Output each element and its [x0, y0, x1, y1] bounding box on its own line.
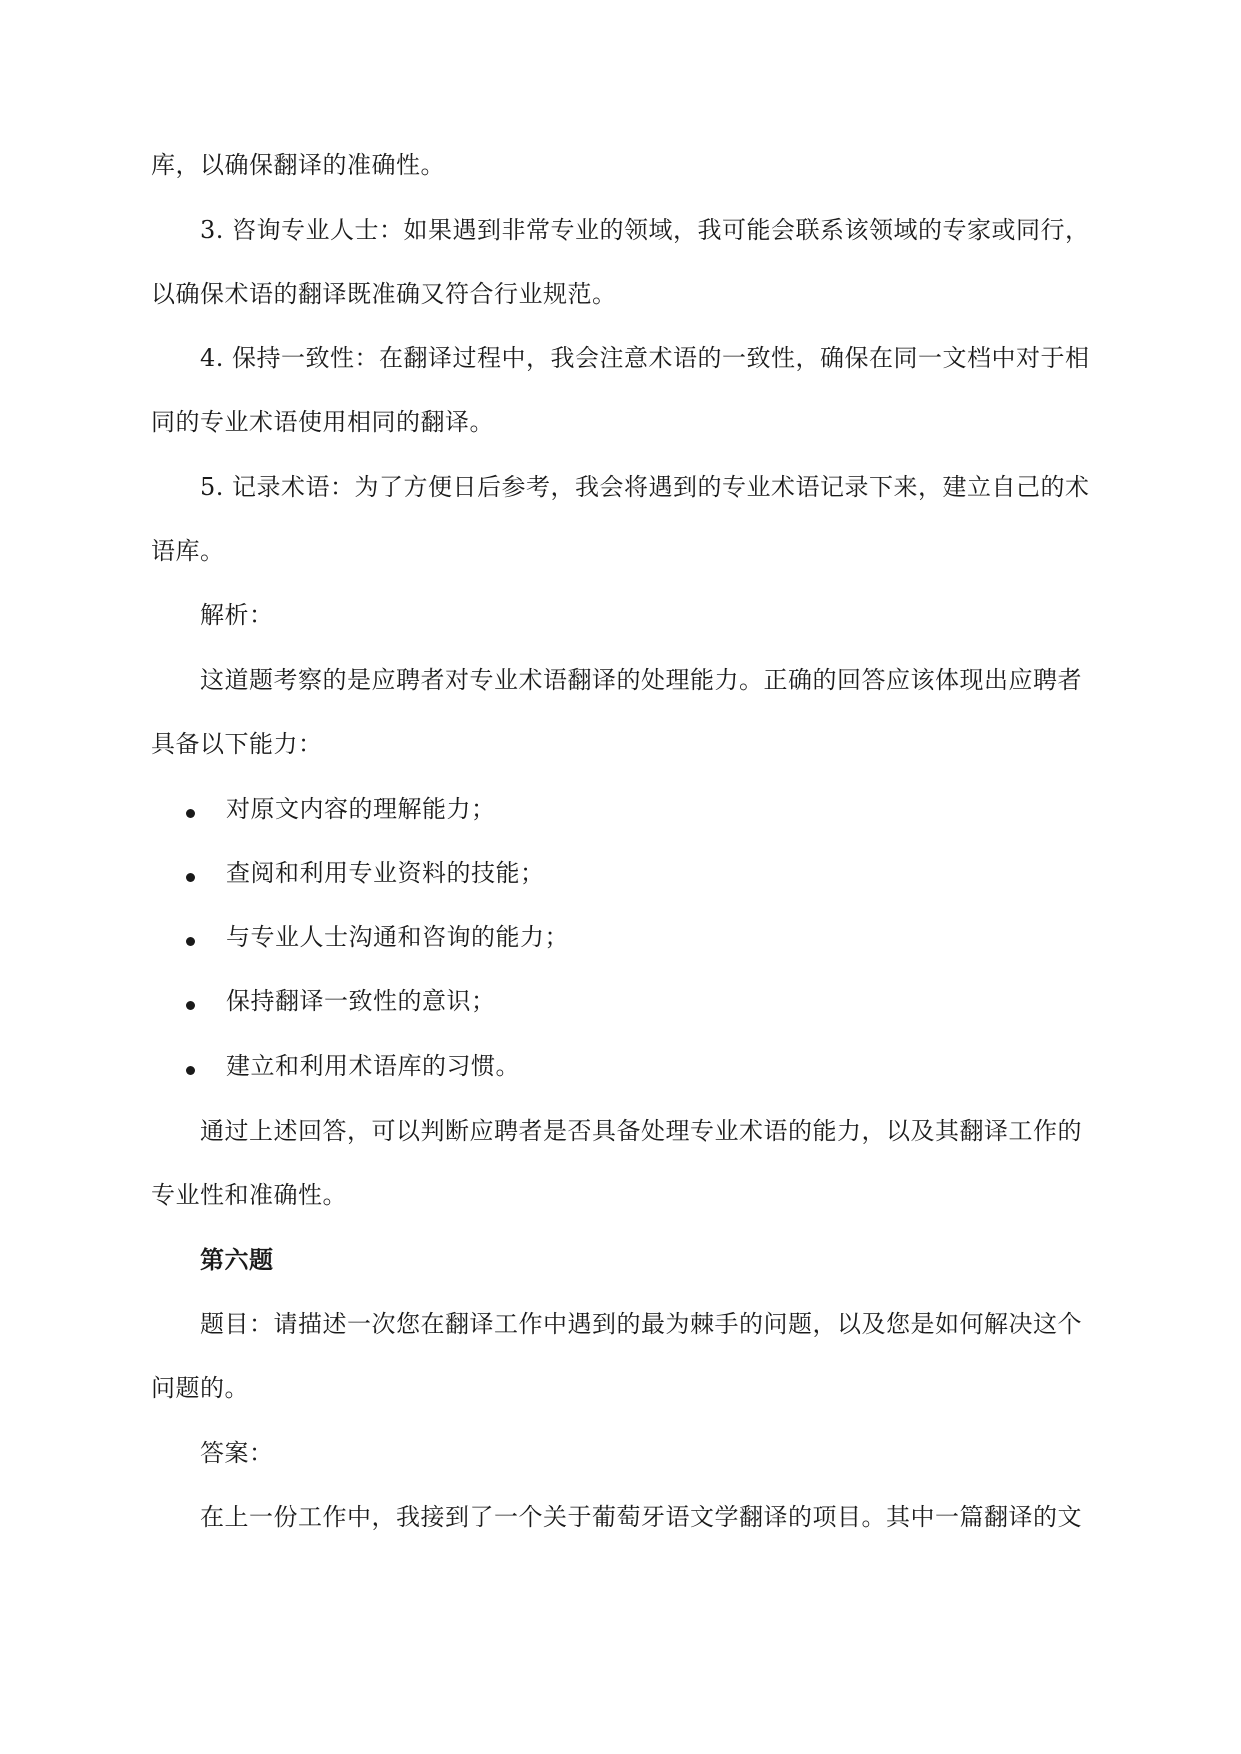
answer-label: 答案：	[200, 1439, 274, 1467]
text-line: 4. 保持一致性：在翻译过程中，我会注意术语的一致性，确保在同一文档中对于相	[200, 344, 1090, 372]
text-line: 3. 咨询专业人士：如果遇到非常专业的领域，我可能会联系该领域的专家或同行，	[200, 216, 1090, 244]
text-line: 通过上述回答，可以判断应聘者是否具备处理专业术语的能力，以及其翻译工作的	[200, 1117, 1082, 1145]
bullet-item: 建立和利用术语库的习惯。	[226, 1052, 520, 1080]
question-line: 题目：请描述一次您在翻译工作中遇到的最为棘手的问题，以及您是如何解决这个	[200, 1310, 1082, 1338]
bullet-dot	[186, 1001, 195, 1010]
text-line: 同的专业术语使用相同的翻译。	[151, 408, 494, 436]
text-line: 专业性和准确性。	[151, 1181, 347, 1209]
text-line: 库，以确保翻译的准确性。	[151, 151, 445, 179]
analysis-label: 解析：	[200, 601, 274, 629]
text-line: 语库。	[151, 537, 225, 565]
bullet-dot	[186, 873, 195, 882]
bullet-item: 保持翻译一致性的意识；	[226, 987, 496, 1015]
bullet-item: 查阅和利用专业资料的技能；	[226, 859, 545, 887]
text-line: 具备以下能力：	[151, 730, 323, 758]
bullet-dot	[186, 937, 195, 946]
text-line: 以确保术语的翻译既准确又符合行业规范。	[151, 280, 617, 308]
bullet-item: 与专业人士沟通和咨询的能力；	[226, 923, 569, 951]
text-line: 这道题考察的是应聘者对专业术语翻译的处理能力。正确的回答应该体现出应聘者	[200, 666, 1082, 694]
bullet-dot	[186, 809, 195, 818]
bullet-item: 对原文内容的理解能力；	[226, 795, 496, 823]
bullet-dot	[186, 1066, 195, 1075]
text-line: 5. 记录术语：为了方便日后参考，我会将遇到的专业术语记录下来，建立自己的术	[200, 473, 1090, 501]
question-line: 问题的。	[151, 1374, 249, 1402]
section-heading: 第六题	[200, 1245, 274, 1274]
answer-line: 在上一份工作中，我接到了一个关于葡萄牙语文学翻译的项目。其中一篇翻译的文	[200, 1503, 1082, 1531]
